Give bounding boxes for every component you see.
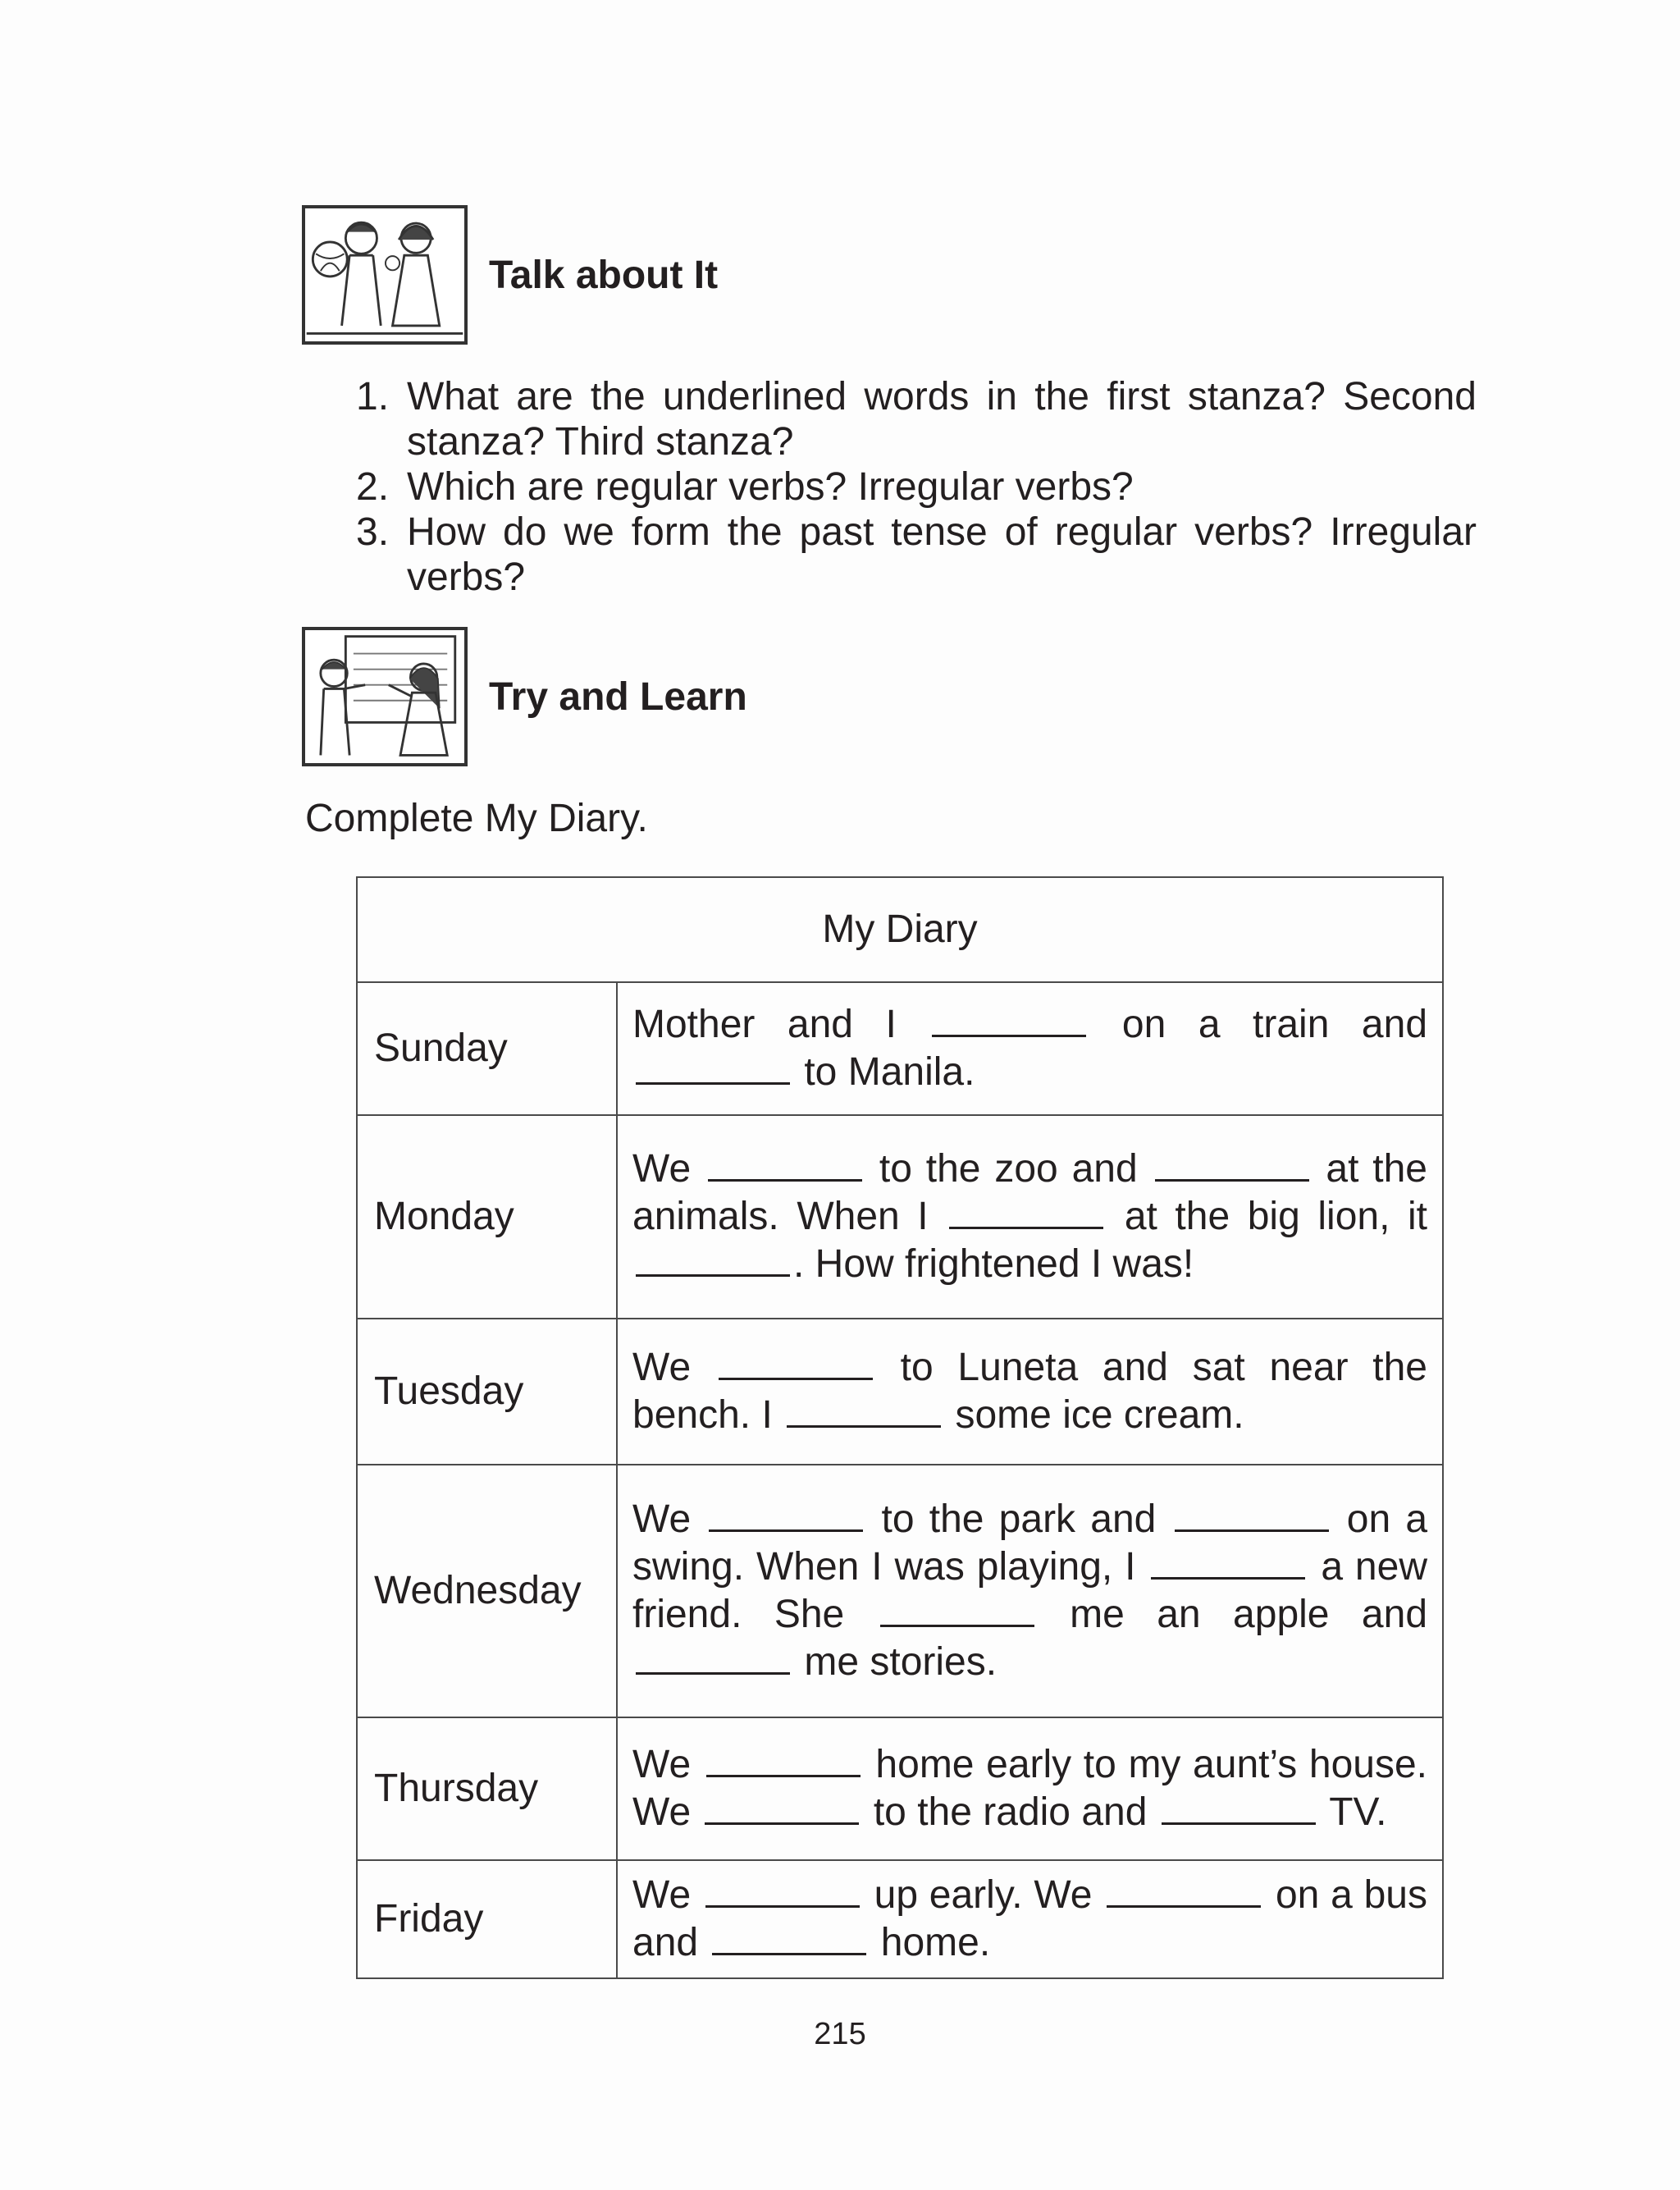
children-at-blackboard-illustration xyxy=(302,627,468,766)
table-row xyxy=(357,1115,1443,1319)
answer-blank[interactable] xyxy=(636,1049,790,1085)
table-header-row xyxy=(357,877,1443,982)
answer-blank[interactable] xyxy=(719,1345,873,1380)
table-row xyxy=(357,1860,1443,1978)
day-cell: Wednesday xyxy=(357,1465,617,1717)
day-cell: Friday xyxy=(357,1860,617,1978)
answer-blank[interactable] xyxy=(708,1146,862,1182)
entry-cell: We up early. We on a bus and home. xyxy=(617,1860,1443,1978)
answer-blank[interactable] xyxy=(1162,1790,1316,1825)
day-cell: Monday xyxy=(357,1115,617,1319)
instruction: Complete My Diary. xyxy=(305,797,648,840)
answer-blank[interactable] xyxy=(1107,1872,1261,1908)
answer-blank[interactable] xyxy=(932,1002,1086,1037)
answer-blank[interactable] xyxy=(706,1742,861,1777)
list-item: 2. Which are regular verbs? Irregular verbs? xyxy=(356,465,1134,509)
answer-blank[interactable] xyxy=(1175,1497,1329,1532)
answer-blank[interactable] xyxy=(1155,1146,1309,1182)
try-and-learn-header xyxy=(302,627,747,766)
list-item: 1. What are the underlined words in the first stanza? Second stanza? Third stanza? xyxy=(356,375,1477,464)
answer-blank[interactable] xyxy=(705,1872,860,1908)
answer-blank[interactable] xyxy=(880,1592,1034,1627)
answer-blank[interactable] xyxy=(709,1497,863,1532)
entry-cell: We to Luneta and sat near the bench. I some ice cream. xyxy=(617,1319,1443,1465)
answer-blank[interactable] xyxy=(636,1639,790,1675)
answer-blank[interactable] xyxy=(712,1920,866,1955)
page-number: 215 xyxy=(814,2017,866,2051)
table-row xyxy=(357,1319,1443,1465)
question-list xyxy=(356,374,1477,600)
entry-cell: We to the park and on a swing. When I was playing, I a new friend. She me an apple and me stories. xyxy=(617,1465,1443,1717)
diary-title: My Diary xyxy=(357,877,1443,982)
answer-blank[interactable] xyxy=(787,1392,941,1428)
talk-about-it-header xyxy=(302,205,718,345)
entry-cell: Mother and I on a train and to Manila. xyxy=(617,982,1443,1115)
table-row xyxy=(357,1717,1443,1860)
day-cell: Tuesday xyxy=(357,1319,617,1465)
section-title: Talk about It xyxy=(489,253,719,297)
answer-blank[interactable] xyxy=(705,1790,859,1825)
answer-blank[interactable] xyxy=(949,1194,1103,1229)
list-item: 3. How do we form the past tense of regular verbs? Irregular verbs? xyxy=(356,510,1477,599)
table-row xyxy=(357,1465,1443,1717)
answer-blank[interactable] xyxy=(1151,1544,1305,1580)
section-title: Try and Learn xyxy=(489,674,747,719)
entry-cell: We to the zoo and at the animals. When I at the big lion, it . How frightened I was! xyxy=(617,1115,1443,1319)
table-row xyxy=(357,982,1443,1115)
entry-cell: We home early to my aunt’s house. We to the radio and TV. xyxy=(617,1717,1443,1860)
day-cell: Sunday xyxy=(357,982,617,1115)
answer-blank[interactable] xyxy=(636,1241,790,1277)
diary-table xyxy=(356,876,1444,1979)
two-children-with-ball-illustration xyxy=(302,205,468,345)
day-cell: Thursday xyxy=(357,1717,617,1860)
